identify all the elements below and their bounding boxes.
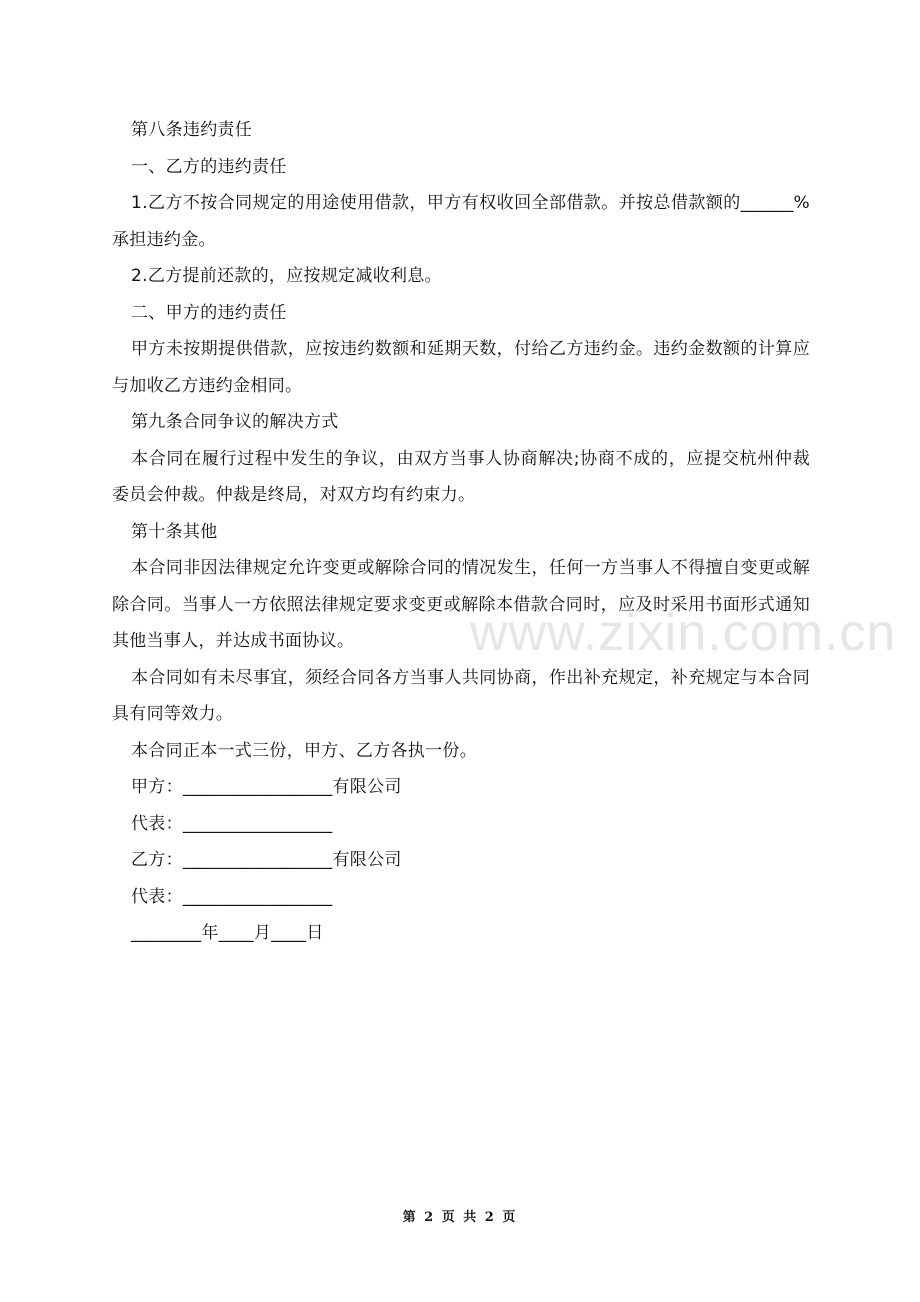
document-body [112,112,810,952]
section-heading-article-9: 第九条合同争议的解决方式 [131,412,339,432]
subheading-party-b-liability: 一、乙方的违约责任 [131,156,287,177]
signature-party-a: 甲方：_________________有限公司 [131,777,402,797]
signature-date: ________年____月____日 [131,923,324,943]
paragraph-modification: 本合同非因法律规定允许变更或解除合同的情况发生，任何一方当事人不得擅自变更或解除合同。当事人一方依照法律规定要求变更或解除本借款合同时，应及时采用书面形式通知其他当事人，并达成书面协议。 [112,558,810,651]
paragraph-clause-1: 1.乙方不按合同规定的用途使用借款，甲方有权收回全部借款。并按总借款额的______%承担违约金。 [112,193,810,250]
section-heading-article-10: 第十条其他 [131,521,218,542]
paragraph-dispute-resolution: 本合同在履行过程中发生的争议，由双方当事人协商解决;协商不成的，应提交杭州仲裁委员会仲裁。仲裁是终局，对双方均有约束力。 [112,448,810,505]
paragraph-copies: 本合同正本一式三份，甲方、乙方各执一份。 [131,740,477,761]
signature-party-b: 乙方：_________________有限公司 [131,850,402,870]
signature-party-b-representative: 代表：_________________ [131,886,333,907]
paragraph-clause-2: 2.乙方提前还款的，应按规定减收利息。 [131,266,442,286]
subheading-party-a-liability: 二、甲方的违约责任 [131,302,287,323]
watermark: www.zixin.com.cn [470,604,897,662]
paragraph-party-a-penalty: 甲方未按期提供借款，应按违约数额和延期天数，付给乙方违约金。违约金数额的计算应与加收乙方违约金相同。 [112,339,810,396]
section-heading-article-8: 第八条违约责任 [131,120,253,140]
paragraph-supplement: 本合同如有未尽事宜，须经合同各方当事人共同协商，作出补充规定，补充规定与本合同具有同等效力。 [112,667,810,724]
signature-party-a-representative: 代表：_________________ [131,813,333,834]
page-footer: 第 2 页 共 2 页 [402,1210,518,1225]
